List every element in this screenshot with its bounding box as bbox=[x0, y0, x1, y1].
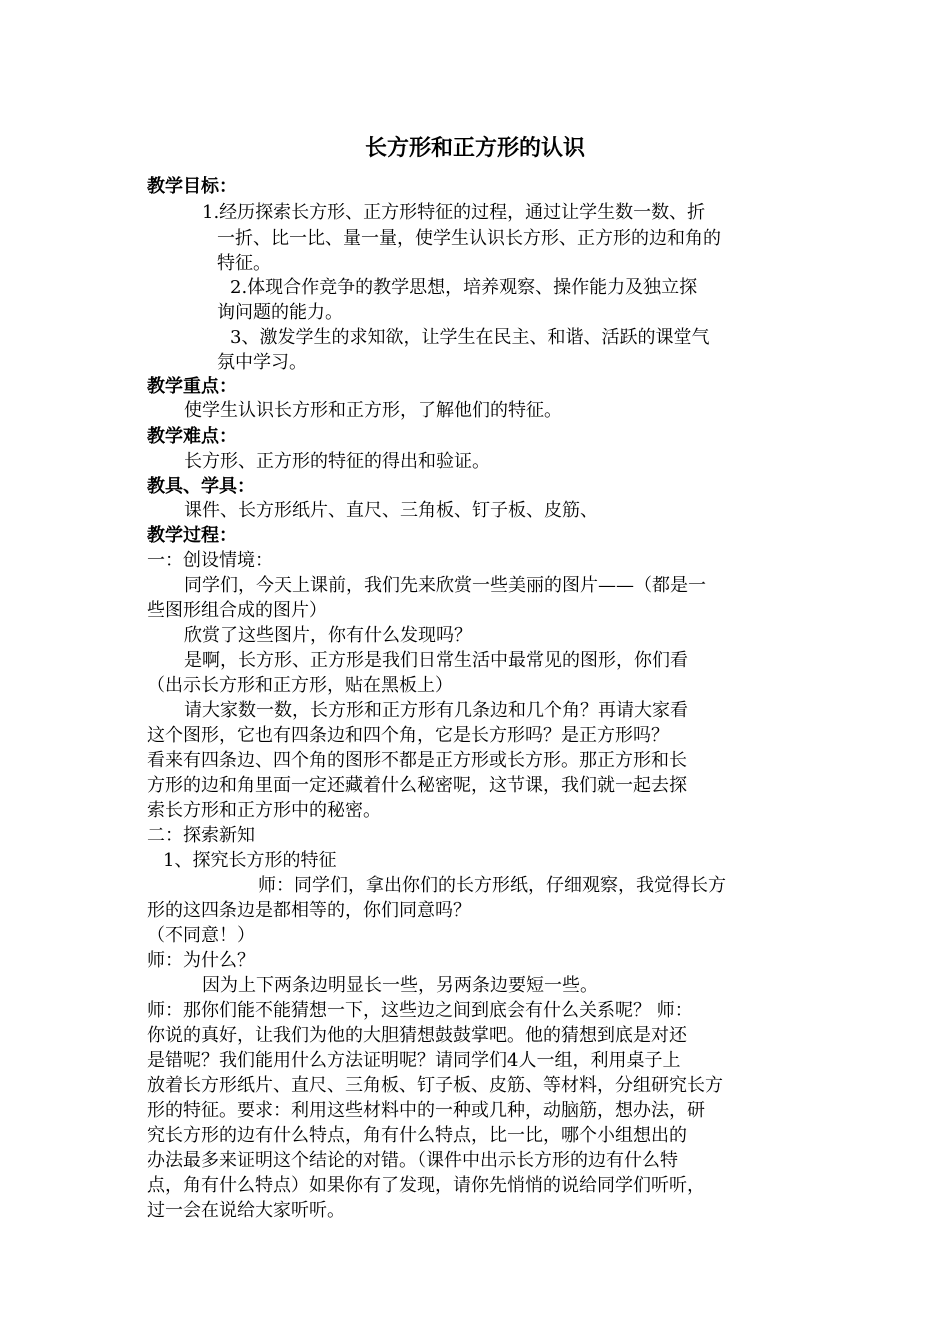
objective-3-line-1: 3、激发学生的求知欲，让学生在民主、和谐、活跃的课堂气 bbox=[230, 327, 710, 348]
tools-text: 课件、长方形纸片、直尺、三角板、钉子板、皮筋、 bbox=[184, 500, 598, 521]
key-points-heading: 教学重点： bbox=[147, 376, 237, 397]
part-2-heading: 二：探索新知 bbox=[147, 825, 255, 846]
paragraph-line: 放着长方形纸片、直尺、三角板、钉子板、皮筋、等材料，分组研究长方 bbox=[147, 1075, 723, 1096]
paragraph-line: 这个图形，它也有四条边和四个角，它是长方形吗？是正方形吗？ bbox=[147, 725, 669, 746]
objective-3-line-2: 氛中学习。 bbox=[217, 352, 307, 373]
objective-2-line-1: 2.体现合作竞争的教学思想，培养观察、操作能力及独立探 bbox=[230, 277, 698, 298]
paragraph-line: 方形的边和角里面一定还藏着什么秘密呢，这节课，我们就一起去探 bbox=[147, 775, 687, 796]
paragraph-line: 些图形组合成的图片） bbox=[147, 600, 327, 621]
paragraph-line: 你说的真好，让我们为他的大胆猜想鼓鼓掌吧。他的猜想到底是对还 bbox=[147, 1025, 687, 1046]
dialogue-line: 师：为什么？ bbox=[147, 950, 255, 971]
dialogue-line: 形的这四条边是都相等的，你们同意吗？ bbox=[147, 900, 471, 921]
objective-2-line-2: 询问题的能力。 bbox=[217, 302, 343, 323]
part-1-heading: 一：创设情境： bbox=[147, 550, 273, 571]
process-heading: 教学过程： bbox=[147, 525, 237, 546]
subsection-heading: 1、探究长方形的特征 bbox=[163, 850, 337, 871]
paragraph-line: 究长方形的边有什么特点，角有什么特点，比一比，哪个小组想出的 bbox=[147, 1125, 687, 1146]
tools-heading: 教具、学具： bbox=[147, 476, 255, 497]
difficulties-heading: 教学难点： bbox=[147, 426, 237, 447]
dialogue-line: 因为上下两条边明显长一些，另两条边要短一些。 bbox=[202, 975, 598, 996]
objectives-heading: 教学目标： bbox=[147, 176, 237, 197]
key-points-text: 使学生认识长方形和正方形，了解他们的特征。 bbox=[184, 400, 562, 421]
objective-1-line-2: 一折、比一比、量一量，使学生认识长方形、正方形的边和角的 bbox=[217, 228, 721, 249]
paragraph-line: （出示长方形和正方形，贴在黑板上） bbox=[147, 675, 453, 696]
difficulties-text: 长方形、正方形的特征的得出和验证。 bbox=[184, 451, 490, 472]
paragraph-line: 是啊，长方形、正方形是我们日常生活中最常见的图形，你们看 bbox=[184, 650, 688, 671]
objective-1-line-1: 1.经历探索长方形、正方形特征的过程，通过让学生数一数、折 bbox=[202, 202, 706, 223]
paragraph-line: 点，角有什么特点）如果你有了发现，请你先悄悄的说给同学们听听， bbox=[147, 1175, 705, 1196]
paragraph-line: 过一会在说给大家听听。 bbox=[147, 1200, 345, 1221]
paragraph-line: 看来有四条边、四个角的图形不都是正方形或长方形。那正方形和长 bbox=[147, 750, 687, 771]
paragraph-line: 欣赏了这些图片，你有什么发现吗？ bbox=[184, 625, 472, 646]
document-title: 长方形和正方形的认识 bbox=[364, 136, 585, 161]
dialogue-line: （不同意！） bbox=[147, 925, 255, 946]
paragraph-line: 索长方形和正方形中的秘密。 bbox=[147, 800, 381, 821]
paragraph-line: 请大家数一数，长方形和正方形有几条边和几个角？再请大家看 bbox=[184, 700, 688, 721]
paragraph-line: 形的特征。要求：利用这些材料中的一种或几种，动脑筋，想办法，研 bbox=[147, 1100, 705, 1121]
paragraph-line: 师：那你们能不能猜想一下，这些边之间到底会有什么关系呢？ 师： bbox=[147, 1000, 693, 1021]
paragraph-line: 办法最多来证明这个结论的对错。（课件中出示长方形的边有什么特 bbox=[147, 1150, 678, 1171]
objective-1-line-3: 特征。 bbox=[217, 253, 271, 274]
paragraph-line: 是错呢？我们能用什么方法证明呢？请同学们4人一组，利用桌子上 bbox=[147, 1050, 681, 1071]
dialogue-line: 师：同学们，拿出你们的长方形纸，仔细观察，我觉得长方 bbox=[258, 875, 726, 896]
paragraph-line: 同学们，今天上课前，我们先来欣赏一些美丽的图片——（都是一 bbox=[184, 575, 706, 596]
